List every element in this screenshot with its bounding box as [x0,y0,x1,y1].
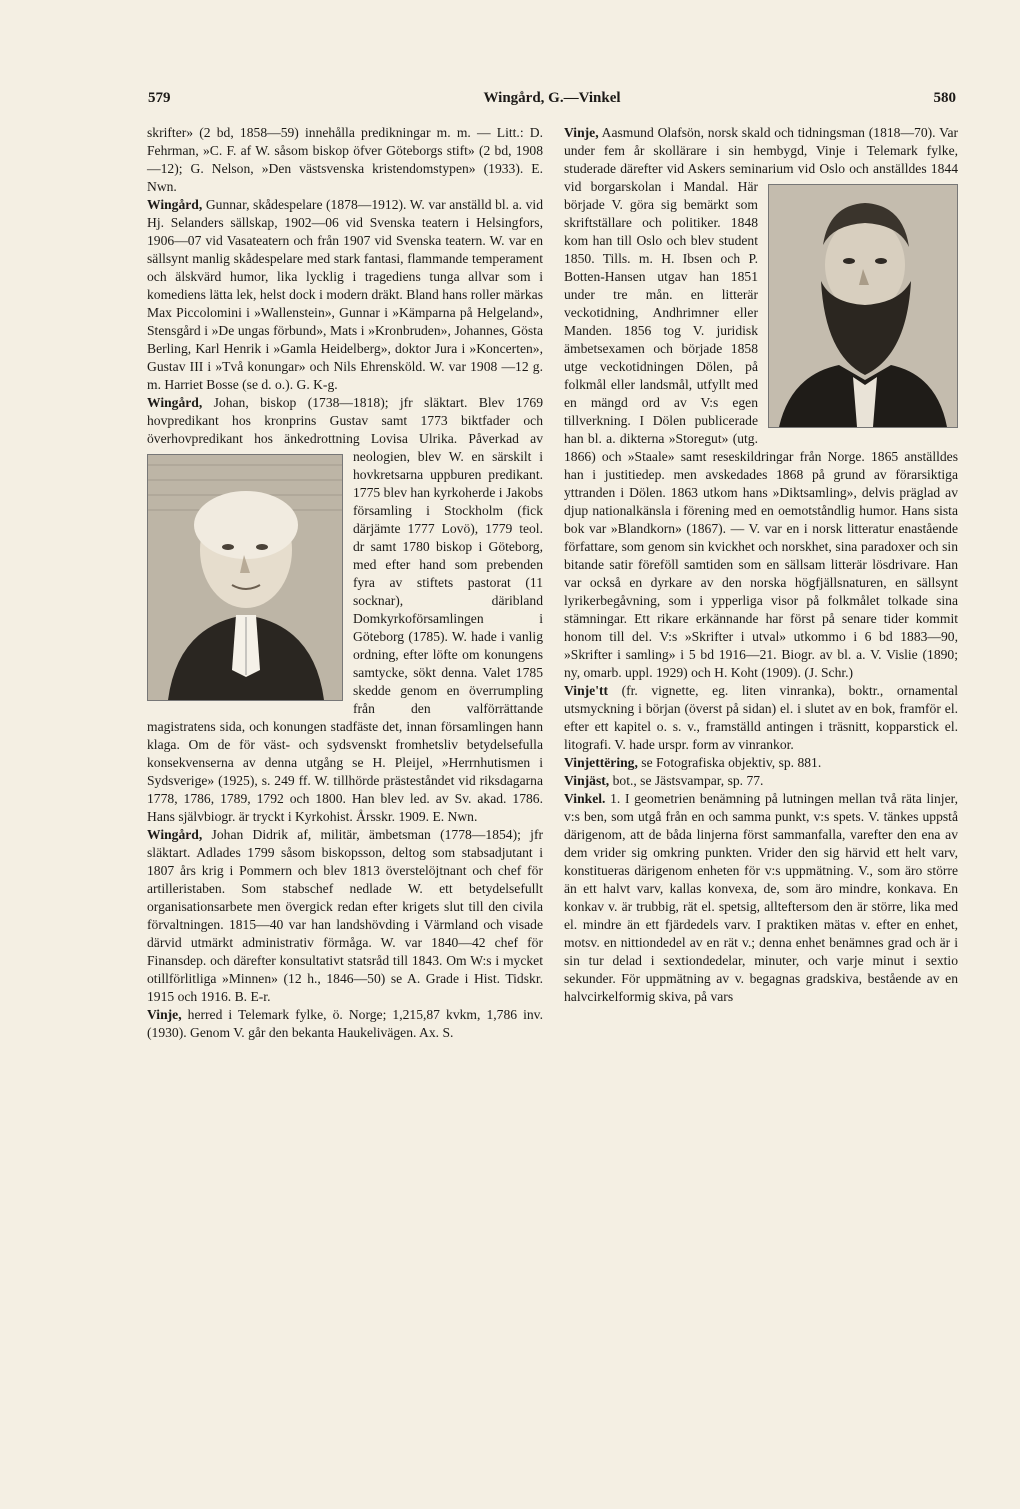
page-header [148,90,956,114]
headword: Vinjettëring, [564,755,638,770]
entry-vinje-aasmund: Vinje, Aasmund Olafsön, norsk skald och tidningsman (1818—70). Var under fem år skollärare i sin hembygd, Vinje i Telemark fylke, studerade därefter vid Askers seminarium vid Oslo och anställdes 1844 vid borgarskolan i Mandal. Här började V. göra sig bemärkt som skriftställare och politiker. 1848 kom han till Oslo och blev student 1850. Tills. m. H. Ibsen och P. Botten-Hansen utgav han 1851 under tre mån. en litterär veckotidning, Andhrimner eller Manden. 1856 tog V. juridisk ämbetsexamen och började 1858 utge veckotidningen Dölen, på folkmål eller landsmål, utfyllt med en mängd ord av V:s egen tillverkning. I Dölen publicerade han bl. a. dikterna »Storegut» (utg. 1866) och »Staale» samt reseskildringar från Norge. 1865 anställdes han i justitiedep. men avskedades 1868 på grund av förarsiktiga yttranden i Dölen. 1863 utkom hans »Diktsamling», delvis präglad av djup nationalkänsla i förening med en oemotståndlig humor. Hans sista bok var »Blandkorn» (1867). — V. var en i norsk litteratur enastående författare, som genom sin kvickhet och norskhet, sina paradoxer och sin bitande satir föreföll samtiden som en sällsam litterär lösdrivare. Han var också en dyrkare av den norska högfjällsnaturen, en sällsynt lyrikerbegåvning, som i ypperliga visor på folkmålet tolkade sina stämningar. Ett rikare erkännande har först på senare tider kommit honom till del. V:s »Skrifter i utval» utkommo i 6 bd 1883—90, »Skrifter i samling» i 5 bd 1916—21. Biogr. av bl. a. V. Vislie (1890; ny, omarb. uppl. 1929) och H. Koht (1909). (J. Schr.) [564,125,958,680]
entry-vinjast: Vinjäst, bot., se Jästsvampar, sp. 77. [564,773,764,788]
entry-vinjett: Vinje'tt (fr. vignette, eg. liten vinranka), boktr., ornamental utsmyckning i början (överst på sidan) el. i slutet av en bok, framför el. efter ett kapitel o. s. v., framställd antingen i träsnitt, kopparstick el. litografi. V. hade urspr. form av vinrankor. [564,683,958,752]
entry-wingard-johan: Wingård, Johan, biskop (1738—1818); jfr släktart. Blev 1769 hovpredikant hos kronprins Gustav samt 1773 biktfader och överhovpredikant hos änkedrottning Lovisa Ulrika. Påverkad av neologien, blev W. en särskilt i hovkretsarna uppburen predikant. 1775 blev han kyrkoherde i Jakobs församling i Stockholm (fick därjämte 1777 Lovö), 1779 teol. dr samt 1780 biskop i Göteborg, med efter hand som prebenden fyra av stiftets pastorat (11 socknar), däribland Domkyrkoförsamlingen i Göteborg (1785). W. hade i vanlig ordning, efter löfte om konungens samtycke, sökt denna. Valet 1785 skedde genom en överrumpling från den valförrättande magistratens sida, och konungen stadfäste det, innan församlingen hann klaga. Om de för väst- och sydsvenskt fromhetsliv betydelsefulla konsekvenserna av denna utgång se H. Pleijel, »Herrnhutismen i Sydsverige» (1925), s. 249 ff. W. tillhörde prästeståndet vid riksdagarna 1778, 1786, 1789, 1792 och 1800. Han blev led. av Sv. akad. 1786. Hans självbiogr. är tryckt i Kyrkohist. Årsskr. 1909. E. Nwn. [147,395,543,824]
entry-vinjettering: Vinjettëring, se Fotografiska objektiv, sp. 881. [564,755,822,770]
headword: Vinkel. [564,791,606,806]
portrait-aasmund-vinje [768,184,958,428]
entry-continuation: skrifter» (2 bd, 1858—59) innehålla predikningar m. m. — Litt.: D. Fehrman, »C. F. af W. såsom biskop öfver Göteborgs stift» (2 bd, 1908—12); G. Nelson, »Den västsvenska kristendomstypen» (1933). E. Nwn. [147,125,543,194]
headword: Wingård, [147,197,203,212]
right-column [564,124,958,1006]
headword: Wingård, [147,395,203,410]
entry-wingard-johan-didrik: Wingård, Johan Didrik af, militär, ämbetsman (1778—1854); jfr släktart. Adlades 1799 såsom biskopsson, deltog som stabsadjutant i 1807 års krig i Pommern och blev 1813 överstelöjtnant och chef för artilleristaben. Som stabschef nedlade W. ett betydelsefullt organisationsarbete men övergick redan efter krigets slut till den civila förvaltningen. 1815—40 var han landshövding i Värmland och visade därvid utmärkt administrativ förmåga. W. var 1840—42 chef för Finansdep. och därefter konsultativt statsråd till 1843. Om W:s i mycket otillförlitliga »Minnen» (12 h., 1846—50) se A. Grade i Hist. Tidskr. 1915 och 1916. B. E-r. [147,827,543,1004]
headword: Vinjäst, [564,773,610,788]
entry-vinkel: Vinkel. 1. I geometrien benämning på lutningen mellan två räta linjer, v:s ben, som utgå från en och samma punkt, v:s spets. V. tänkes uppstå därigenom, att de båda linjerna först sammanfalla, varefter den ena av dem vrider sig omkring punkten. Vrider den sig härvid ett helt varv, konstitueras därigenom enheten för v:s uppmätning. V., som äro större än ett halvt varv, kallas konvexa, de, som äro mindre, konkava. En konkav v. är trubbig, rät el. spetsig, allteftersom den är större, lika med el. mindre än ett fjärdedels varv. I praktiken mätas v. efter en enhet, motsv. en nittiondedel av en rät v.; denna enhet benämnes grad och är i sin tur delad i sextiondedelar, minuter, och varje minut i sextio sekunder. För uppmätning av v. begagnas gradskiva, bestående av en halvcirkelformig skiva, på vars [564,791,958,1004]
left-column [147,124,543,1042]
entry-wingard-gunnar: Wingård, Gunnar, skådespelare (1878—1912). W. var anställd bl. a. vid Hj. Selanders sällskap, 1902—06 vid Svenska teatern i Helsingfors, 1906—07 vid Vasateatern och från 1907 vid Svenska teatern. W. var en sällsynt manlig skådespelare med stark fantasi, flammande temperament och älskvärd humor, lika lycklig i tragediens tunga allvar som i komediens lätta lek, helst dock i modern dräkt. Bland hans roller märkas Max Piccolomini i »Wallenstein», Gunnar i »Kämparna på Helgeland», Stensgård i »De ungas förbund», Mats i »Kronbruden», Johannes, Gösta Berling, Karl Henrik i »Gamla Heidelberg», doktor Jura i »Koncerten», Gustav III i »Två konungar» och Nils Ehrensköld. W. var 1908 —12 g. m. Harriet Bosse (se d. o.). G. K-g. [147,197,543,392]
entry-vinje-herred: Vinje, herred i Telemark fylke, ö. Norge; 1,215,87 kvkm, 1,786 inv. (1930). Genom V. går den bekanta Haukelivägen. Ax. S. [147,1007,543,1040]
headword: Vinje'tt [564,683,609,698]
headword: Vinje, [564,125,599,140]
running-title: Wingård, G.—Vinkel [483,90,621,106]
page-number-right: 580 [933,90,956,106]
headword: Vinje, [147,1007,182,1022]
portrait-johan-wingard [147,454,343,701]
headword: Wingård, [147,827,203,842]
page-number-left: 579 [148,90,171,106]
